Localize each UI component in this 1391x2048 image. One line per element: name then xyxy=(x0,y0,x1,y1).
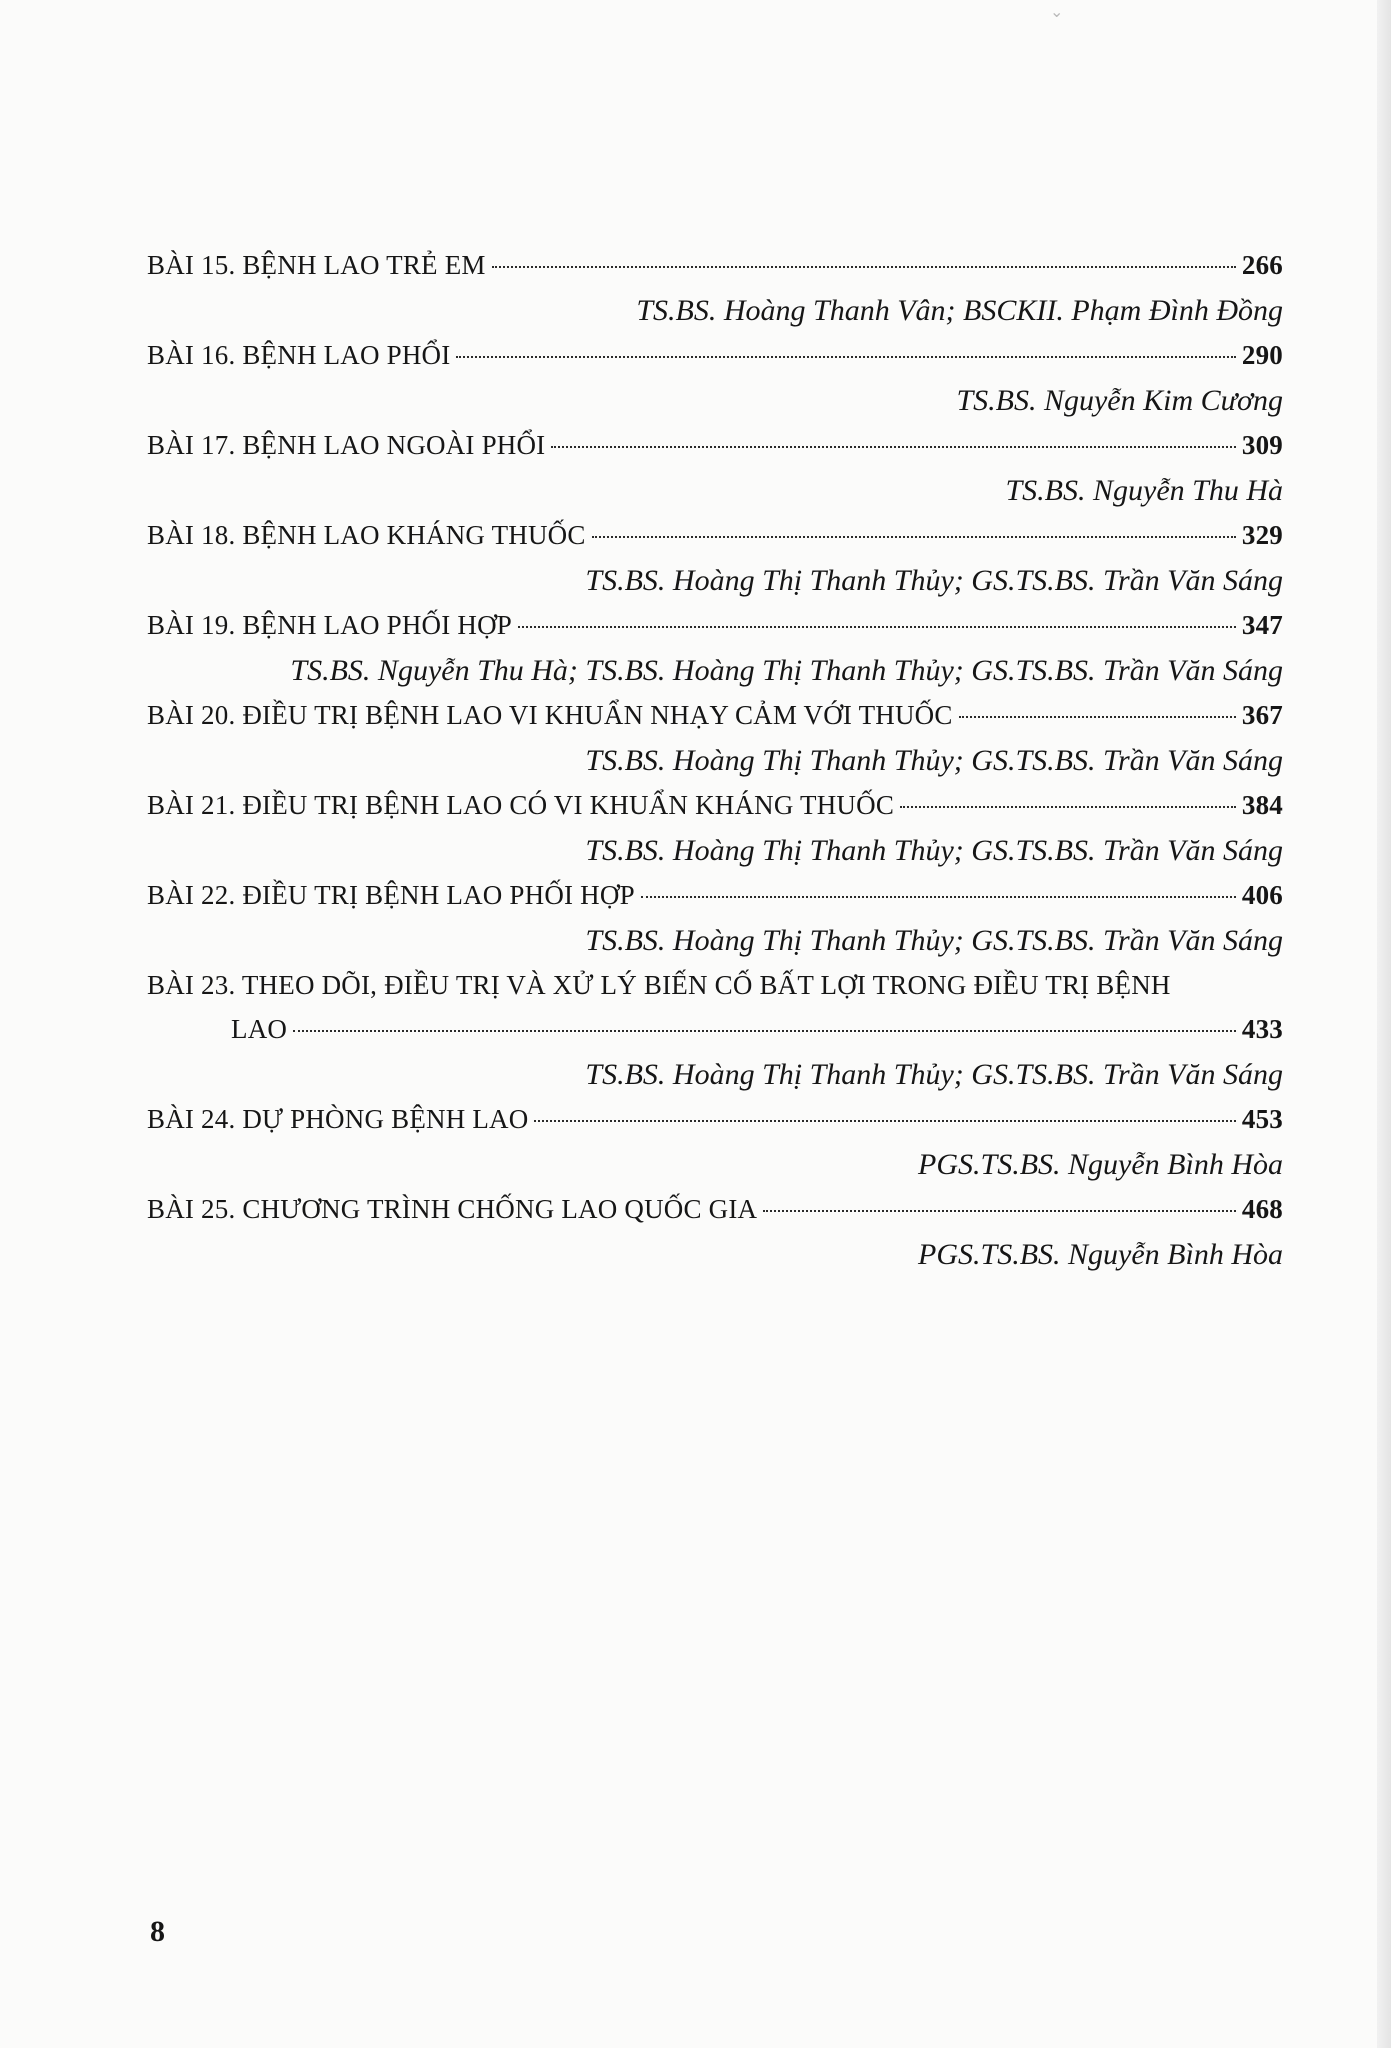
toc-title: BÀI 22. ĐIỀU TRỊ BỆNH LAO PHỐI HỢP xyxy=(147,880,635,910)
toc-entry-23 xyxy=(147,970,1283,1104)
toc-page-number: 453 xyxy=(1241,1104,1283,1134)
toc-title-continuation: LAO xyxy=(231,1014,288,1044)
toc-page-number: 433 xyxy=(1241,1014,1283,1044)
toc-title-first-line: BÀI 23. THEO DÕI, ĐIỀU TRỊ VÀ XỬ LÝ BIẾN CỐ BẤT LỢI TRONG ĐIỀU TRỊ BỆNH xyxy=(147,970,1171,1000)
toc-authors: TS.BS. Hoàng Thị Thanh Thủy; GS.TS.BS. Trần Văn Sáng xyxy=(585,564,1283,597)
toc-page-number: 347 xyxy=(1241,610,1283,640)
toc-title: BÀI 16. BỆNH LAO PHỔI xyxy=(147,340,451,370)
table-of-contents xyxy=(147,250,1283,1284)
toc-entry-16 xyxy=(147,340,1283,430)
toc-title-line xyxy=(147,790,1283,834)
toc-authors: TS.BS. Hoàng Thị Thanh Thủy; GS.TS.BS. Trần Văn Sáng xyxy=(585,1058,1283,1091)
dot-leader xyxy=(492,266,1236,268)
toc-authors: TS.BS. Hoàng Thị Thanh Thủy; GS.TS.BS. Trần Văn Sáng xyxy=(585,744,1283,777)
toc-entry-19 xyxy=(147,610,1283,700)
toc-entry-25 xyxy=(147,1194,1283,1284)
toc-authors: TS.BS. Nguyễn Thu Hà xyxy=(1005,474,1283,507)
toc-title-line xyxy=(147,340,1283,384)
page-edge-shadow xyxy=(1377,0,1391,2048)
toc-title-line xyxy=(147,1014,1283,1058)
toc-page-number: 329 xyxy=(1241,520,1283,550)
toc-title: BÀI 25. CHƯƠNG TRÌNH CHỐNG LAO QUỐC GIA xyxy=(147,1194,758,1224)
scan-artifact-mark: ⌄ xyxy=(1050,4,1064,21)
dot-leader xyxy=(534,1120,1235,1122)
toc-entry-21 xyxy=(147,790,1283,880)
dot-leader xyxy=(641,896,1236,898)
toc-entry-17 xyxy=(147,430,1283,520)
toc-entry-18 xyxy=(147,520,1283,610)
toc-authors: TS.BS. Hoàng Thị Thanh Thủy; GS.TS.BS. Trần Văn Sáng xyxy=(585,834,1283,867)
toc-entry-22 xyxy=(147,880,1283,970)
toc-page-number: 384 xyxy=(1241,790,1283,820)
toc-authors: TS.BS. Hoàng Thị Thanh Thủy; GS.TS.BS. Trần Văn Sáng xyxy=(585,924,1283,957)
toc-page-number: 367 xyxy=(1241,700,1283,730)
toc-authors: TS.BS. Nguyễn Kim Cương xyxy=(956,384,1283,417)
toc-authors: TS.BS. Hoàng Thanh Vân; BSCKII. Phạm Đình Đồng xyxy=(636,294,1283,327)
dot-leader xyxy=(959,716,1236,718)
toc-title: BÀI 21. ĐIỀU TRỊ BỆNH LAO CÓ VI KHUẨN KHÁNG THUỐC xyxy=(147,790,895,820)
toc-title-line xyxy=(147,880,1283,924)
toc-title: BÀI 18. BỆNH LAO KHÁNG THUỐC xyxy=(147,520,586,550)
page-number-footer: 8 xyxy=(150,1915,165,1948)
dot-leader xyxy=(456,356,1235,358)
toc-title-line xyxy=(147,1194,1283,1238)
toc-entry-15 xyxy=(147,250,1283,340)
toc-entry-24 xyxy=(147,1104,1283,1194)
toc-page-number: 309 xyxy=(1241,430,1283,460)
toc-page-number: 290 xyxy=(1241,340,1283,370)
toc-title-line xyxy=(147,430,1283,474)
toc-page-number: 468 xyxy=(1241,1194,1283,1224)
dot-leader xyxy=(293,1030,1236,1032)
toc-title-line xyxy=(147,700,1283,744)
toc-page-number: 266 xyxy=(1241,250,1283,280)
dot-leader xyxy=(518,626,1236,628)
toc-title: BÀI 17. BỆNH LAO NGOÀI PHỔI xyxy=(147,430,546,460)
dot-leader xyxy=(900,806,1236,808)
toc-authors: PGS.TS.BS. Nguyễn Bình Hòa xyxy=(918,1238,1283,1271)
toc-entry-20 xyxy=(147,700,1283,790)
toc-title: BÀI 15. BỆNH LAO TRẺ EM xyxy=(147,250,486,280)
toc-title-line xyxy=(147,1104,1283,1148)
toc-title: BÀI 19. BỆNH LAO PHỐI HỢP xyxy=(147,610,513,640)
toc-title-line xyxy=(147,610,1283,654)
toc-title-line xyxy=(147,520,1283,564)
toc-title-line xyxy=(147,250,1283,294)
dot-leader xyxy=(592,536,1236,538)
toc-authors: PGS.TS.BS. Nguyễn Bình Hòa xyxy=(918,1148,1283,1181)
toc-page-number: 406 xyxy=(1241,880,1283,910)
toc-title: BÀI 20. ĐIỀU TRỊ BỆNH LAO VI KHUẨN NHẠY CẢM VỚI THUỐC xyxy=(147,700,953,730)
toc-authors: TS.BS. Nguyễn Thu Hà; TS.BS. Hoàng Thị Thanh Thủy; GS.TS.BS. Trần Văn Sáng xyxy=(290,654,1283,687)
dot-leader xyxy=(551,446,1236,448)
toc-title: BÀI 24. DỰ PHÒNG BỆNH LAO xyxy=(147,1104,529,1134)
dot-leader xyxy=(763,1210,1236,1212)
